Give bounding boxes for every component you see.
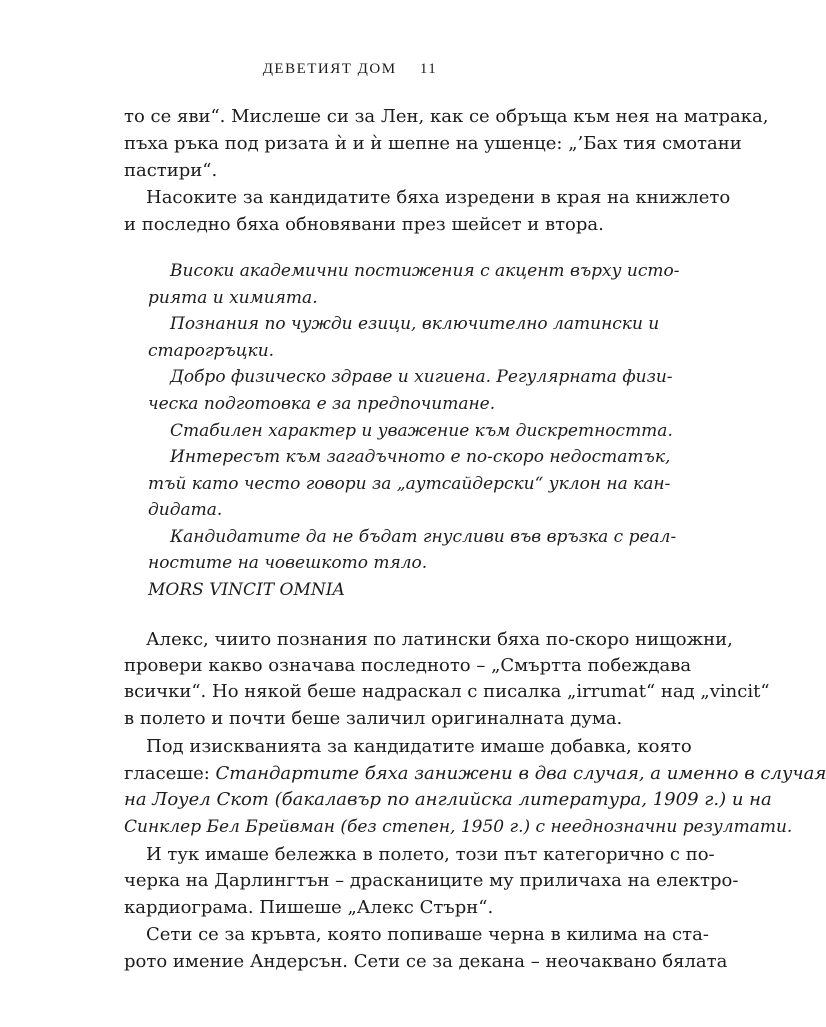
quote-line: дидата. [148, 500, 223, 520]
italic-text-run: Стандартите бяха занижени в два случая, а именно в случая [215, 763, 826, 784]
body-text-line: Алекс, чиито познания по латински бяха по-скоро нищожни, [146, 629, 733, 650]
body-text-line: Насоките за кандидатите бяха изредени в края на книжлето [146, 187, 731, 208]
body-text-line: всички“. Но някой беше надраскал с писалка „irrumat“ над „vincit“ [124, 681, 770, 702]
body-text-line: Под изискванията за кандидатите имаше добавка, която [146, 736, 692, 757]
quote-line: ностите на човешкото тяло. [148, 553, 428, 573]
italic-text-line: на Лоуел Скот (бакалавър по английска литература, 1909 г.) и на [124, 789, 772, 810]
body-text-line: и последно бяха обновявани през шейсет и втора. [124, 214, 604, 235]
body-text-line: И тук имаше бележка в полето, този път категорично с по- [146, 844, 715, 865]
body-text-line: Сети се за кръвта, която попиваше черна в килима на ста- [146, 924, 709, 945]
body-text-line [124, 762, 826, 786]
body-text-line: провери какво означава последното – „Смъртта побеждава [124, 655, 692, 676]
quote-line: Познания по чужди езици, включително латински и [170, 314, 660, 334]
quote-line: Интересът към загадъчното е по-скоро недостатък, [170, 447, 671, 467]
body-text-line: пъха ръка под ризата ѝ и ѝ шепне на ушенце: „’Бах тия смотани [124, 133, 742, 154]
body-text-line: в полето и почти беше заличил оригиналната дума. [124, 708, 623, 729]
quote-line: Кандидатите да не бъдат гнусливи във връзка с реал- [170, 527, 677, 547]
quote-line: Добро физическо здраве и хигиена. Регулярната физи- [170, 367, 673, 387]
body-text-line: то се яви“. Мислеше си за Лен, как се обръща към нея на матрака, [124, 106, 769, 127]
quote-line: ческа подготовка е за предпочитане. [148, 394, 496, 414]
body-text-line: черка на Дарлингтън – драсканиците му приличаха на електро- [124, 870, 739, 891]
page-number: 11 [419, 61, 438, 77]
quote-line: рията и химията. [148, 288, 318, 308]
running-header [0, 61, 700, 78]
italic-text-line: Синклер Бел Брейвман (без степен, 1950 г.) с нееднозначни резултати. [124, 817, 793, 837]
body-text-run: гласеше: [124, 763, 216, 784]
quote-line: Високи академични постижения с акцент върху исто- [170, 261, 680, 281]
body-text-line: пастири“. [124, 160, 218, 181]
body-text-line: кардиограма. Пишеше „Алекс Стърн“. [124, 897, 494, 918]
quote-line: Стабилен характер и уважение към дискретността. [170, 421, 673, 441]
body-text-line: рото имение Андерсън. Сети се за декана – неочаквано бялата [124, 951, 728, 972]
quote-line: старогръцки. [148, 341, 275, 361]
running-title: ДЕВЕТИЯТ ДОМ [262, 61, 397, 77]
quote-line: тъй като често говори за „аутсайдерски“ уклон на кан- [148, 474, 671, 494]
motto-line: MORS VINCIT OMNIA [148, 580, 345, 600]
